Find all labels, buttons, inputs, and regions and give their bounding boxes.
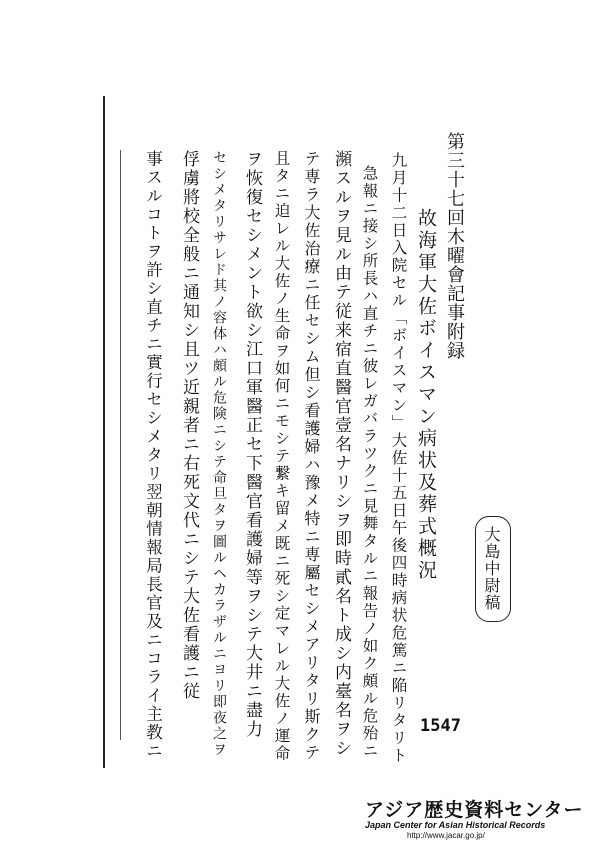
body-line: ヲ恢復セシメント欲シ江口軍醫正セ下醫官看護婦等ヲシテ大井ニ盡力	[242, 150, 262, 739]
archive-url: http://www.jacar.go.jp/	[407, 831, 485, 840]
body-line: 且タニ迫レル大佐ノ生命ヲ如何ニモシテ繋キ留メ既ニ死シ定マレル大佐ノ運命	[272, 150, 291, 763]
page-number: 1547	[420, 716, 461, 736]
body-line: 瀕スルヲ見ル由テ従来宿直醫官壹名ナリシヲ即時貳名ト成シ内臺名ヲシ	[331, 150, 351, 758]
body-line: 俘虜將校全般ニ通知シ且ツ近親者ニ右死文代ニシテ大佐看護ニ従	[179, 150, 199, 701]
author-note: 大島中尉稿	[482, 526, 501, 611]
body-line: テ専ラ大佐治療ニ任セシム但シ看護婦ハ豫メ特ニ専屬セシメアリタリ斯クテ	[302, 150, 321, 762]
body-line: セシメタリサレド其ノ容体ハ頗ル危険ニシテ命旦タヲ圖ルヘカラザルニヨリ即夜之ヲ	[211, 150, 227, 758]
archive-footer	[365, 800, 593, 840]
document-title: 故海軍大佐ボイスマン病状及葬式概況	[415, 208, 437, 582]
body-line: 急報ニ接シ所長ハ直チニ彼レガバラツクニ見舞タルニ報告ノ如ク頗ル危殆ニ	[360, 165, 379, 760]
margin-line	[103, 96, 105, 768]
body-line: 事スルコトヲ許シ直チニ實行セシメタリ翌朝情報局長官及ニコライ主教ニ	[143, 150, 163, 761]
body-line: 九月十二日入院セル「ボイスマン」大佐十五日午後四時病状危篤ニ陥リタリト	[389, 152, 408, 765]
archive-name-jp: アジア歴史資料センター	[365, 799, 584, 821]
archive-name-en: Japan Center for Asian Historical Records	[365, 820, 546, 830]
document-heading: 第三十七回木曜會記事附録	[444, 132, 465, 360]
margin-line-inner	[120, 150, 121, 740]
